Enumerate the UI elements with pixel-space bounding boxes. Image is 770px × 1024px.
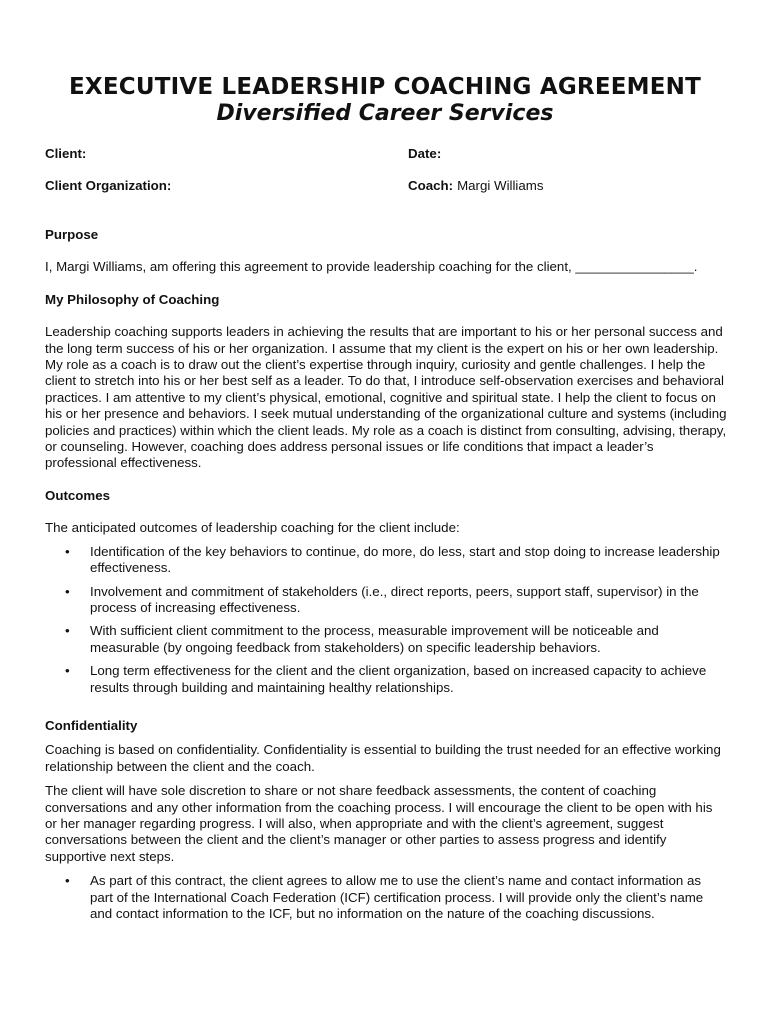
list-item: • With sufficient client commitment to the process, measurable improvement will be noticeable and measurable (by ongoing feedback from stakeholders) on specific leadership behaviors. <box>65 623 659 655</box>
document-subtitle: Diversified Career Services <box>216 101 554 126</box>
confidentiality-list <box>45 873 727 922</box>
confidentiality-para-1: Coaching is based on confidentiality. Confidentiality is essential to building the trust needed for an effective working relationship between the client and the coach. <box>45 742 721 774</box>
confidentiality-para-2: The client will have sole discretion to share or not share feedback assessments, the content of coaching conversations and any other information from the coaching process. I will encourage the client to be open with his or her manager regarding progress. I will also, when appropriate and with the client’s agreement, suggest conversations between the client and the client’s manager or other parties to assess progress and identify supportive next steps. <box>45 783 713 864</box>
bullet-icon: • <box>65 873 70 889</box>
bullet-icon: • <box>65 663 70 679</box>
philosophy-heading: My Philosophy of Coaching <box>45 291 220 307</box>
bullet-icon: • <box>65 583 70 599</box>
client-organization-field <box>45 178 171 194</box>
date-field <box>408 146 441 162</box>
client-field <box>45 146 86 162</box>
outcomes-heading: Outcomes <box>45 487 111 503</box>
bullet-icon: • <box>65 623 70 639</box>
list-item: • Long term effectiveness for the client and the client organization, based on increased capacity to achieve results through building and maintaining healthy relationships. <box>65 663 707 695</box>
list-item: • Identification of the key behaviors to continue, do more, do less, start and stop doing to increase leadership effectiveness. <box>65 543 720 576</box>
client-label: Client: <box>45 146 87 161</box>
purpose-heading: Purpose <box>45 227 99 242</box>
client-organization-label: Client Organization: <box>45 178 172 193</box>
purpose-text: I, Margi Williams, am offering this agreement to provide leadership coaching for the client, ________________. <box>45 259 698 275</box>
document-body <box>45 227 727 938</box>
list-item: • As part of this contract, the client agrees to allow me to use the client’s name and contact information as part of the International Coach Federation (ICF) certification process. I will provide only the client’s name and contact information to the ICF, but no information on the nature of the coaching discussions. <box>65 873 704 921</box>
coach-value: Margi Williams <box>457 178 544 193</box>
philosophy-text: Leadership coaching supports leaders in achieving the results that are important to his or her personal success and the long term success of his or her organization. I assume that my client is the expert on his or her own leadership. My role as a coach is to draw out the client’s expertise through inquiry, curiosity and gentle challenges. I help the client to stretch into his or her best self as a leader. To do that, I introduce self-observation exercises and behavioral practices. I am attentive to my client’s physical, emotional, cognitive and spiritual state. I help the client to focus on his or her presence and behaviors. I seek mutual understanding of the organizational culture and systems (including policies and practices) within which the client leads. My role as a coach is distinct from consulting, advising, therapy, or counseling. However, coaching does address personal issues or life conditions that impact a leader’s professional effectiveness. <box>45 324 727 471</box>
date-label: Date: <box>408 146 442 161</box>
list-item: • Involvement and commitment of stakeholders (i.e., direct reports, peers, support staff, supervisor) in the process of increasing effectiveness. <box>65 583 699 615</box>
coach-field <box>408 178 544 194</box>
document-title: EXECUTIVE LEADERSHIP COACHING AGREEMENT <box>69 74 701 100</box>
confidentiality-heading: Confidentiality <box>45 717 138 733</box>
outcomes-intro: The anticipated outcomes of leadership coaching for the client include: <box>45 520 460 536</box>
outcomes-list <box>45 544 727 696</box>
bullet-icon: • <box>65 543 70 559</box>
coach-label: Coach: <box>408 178 454 193</box>
